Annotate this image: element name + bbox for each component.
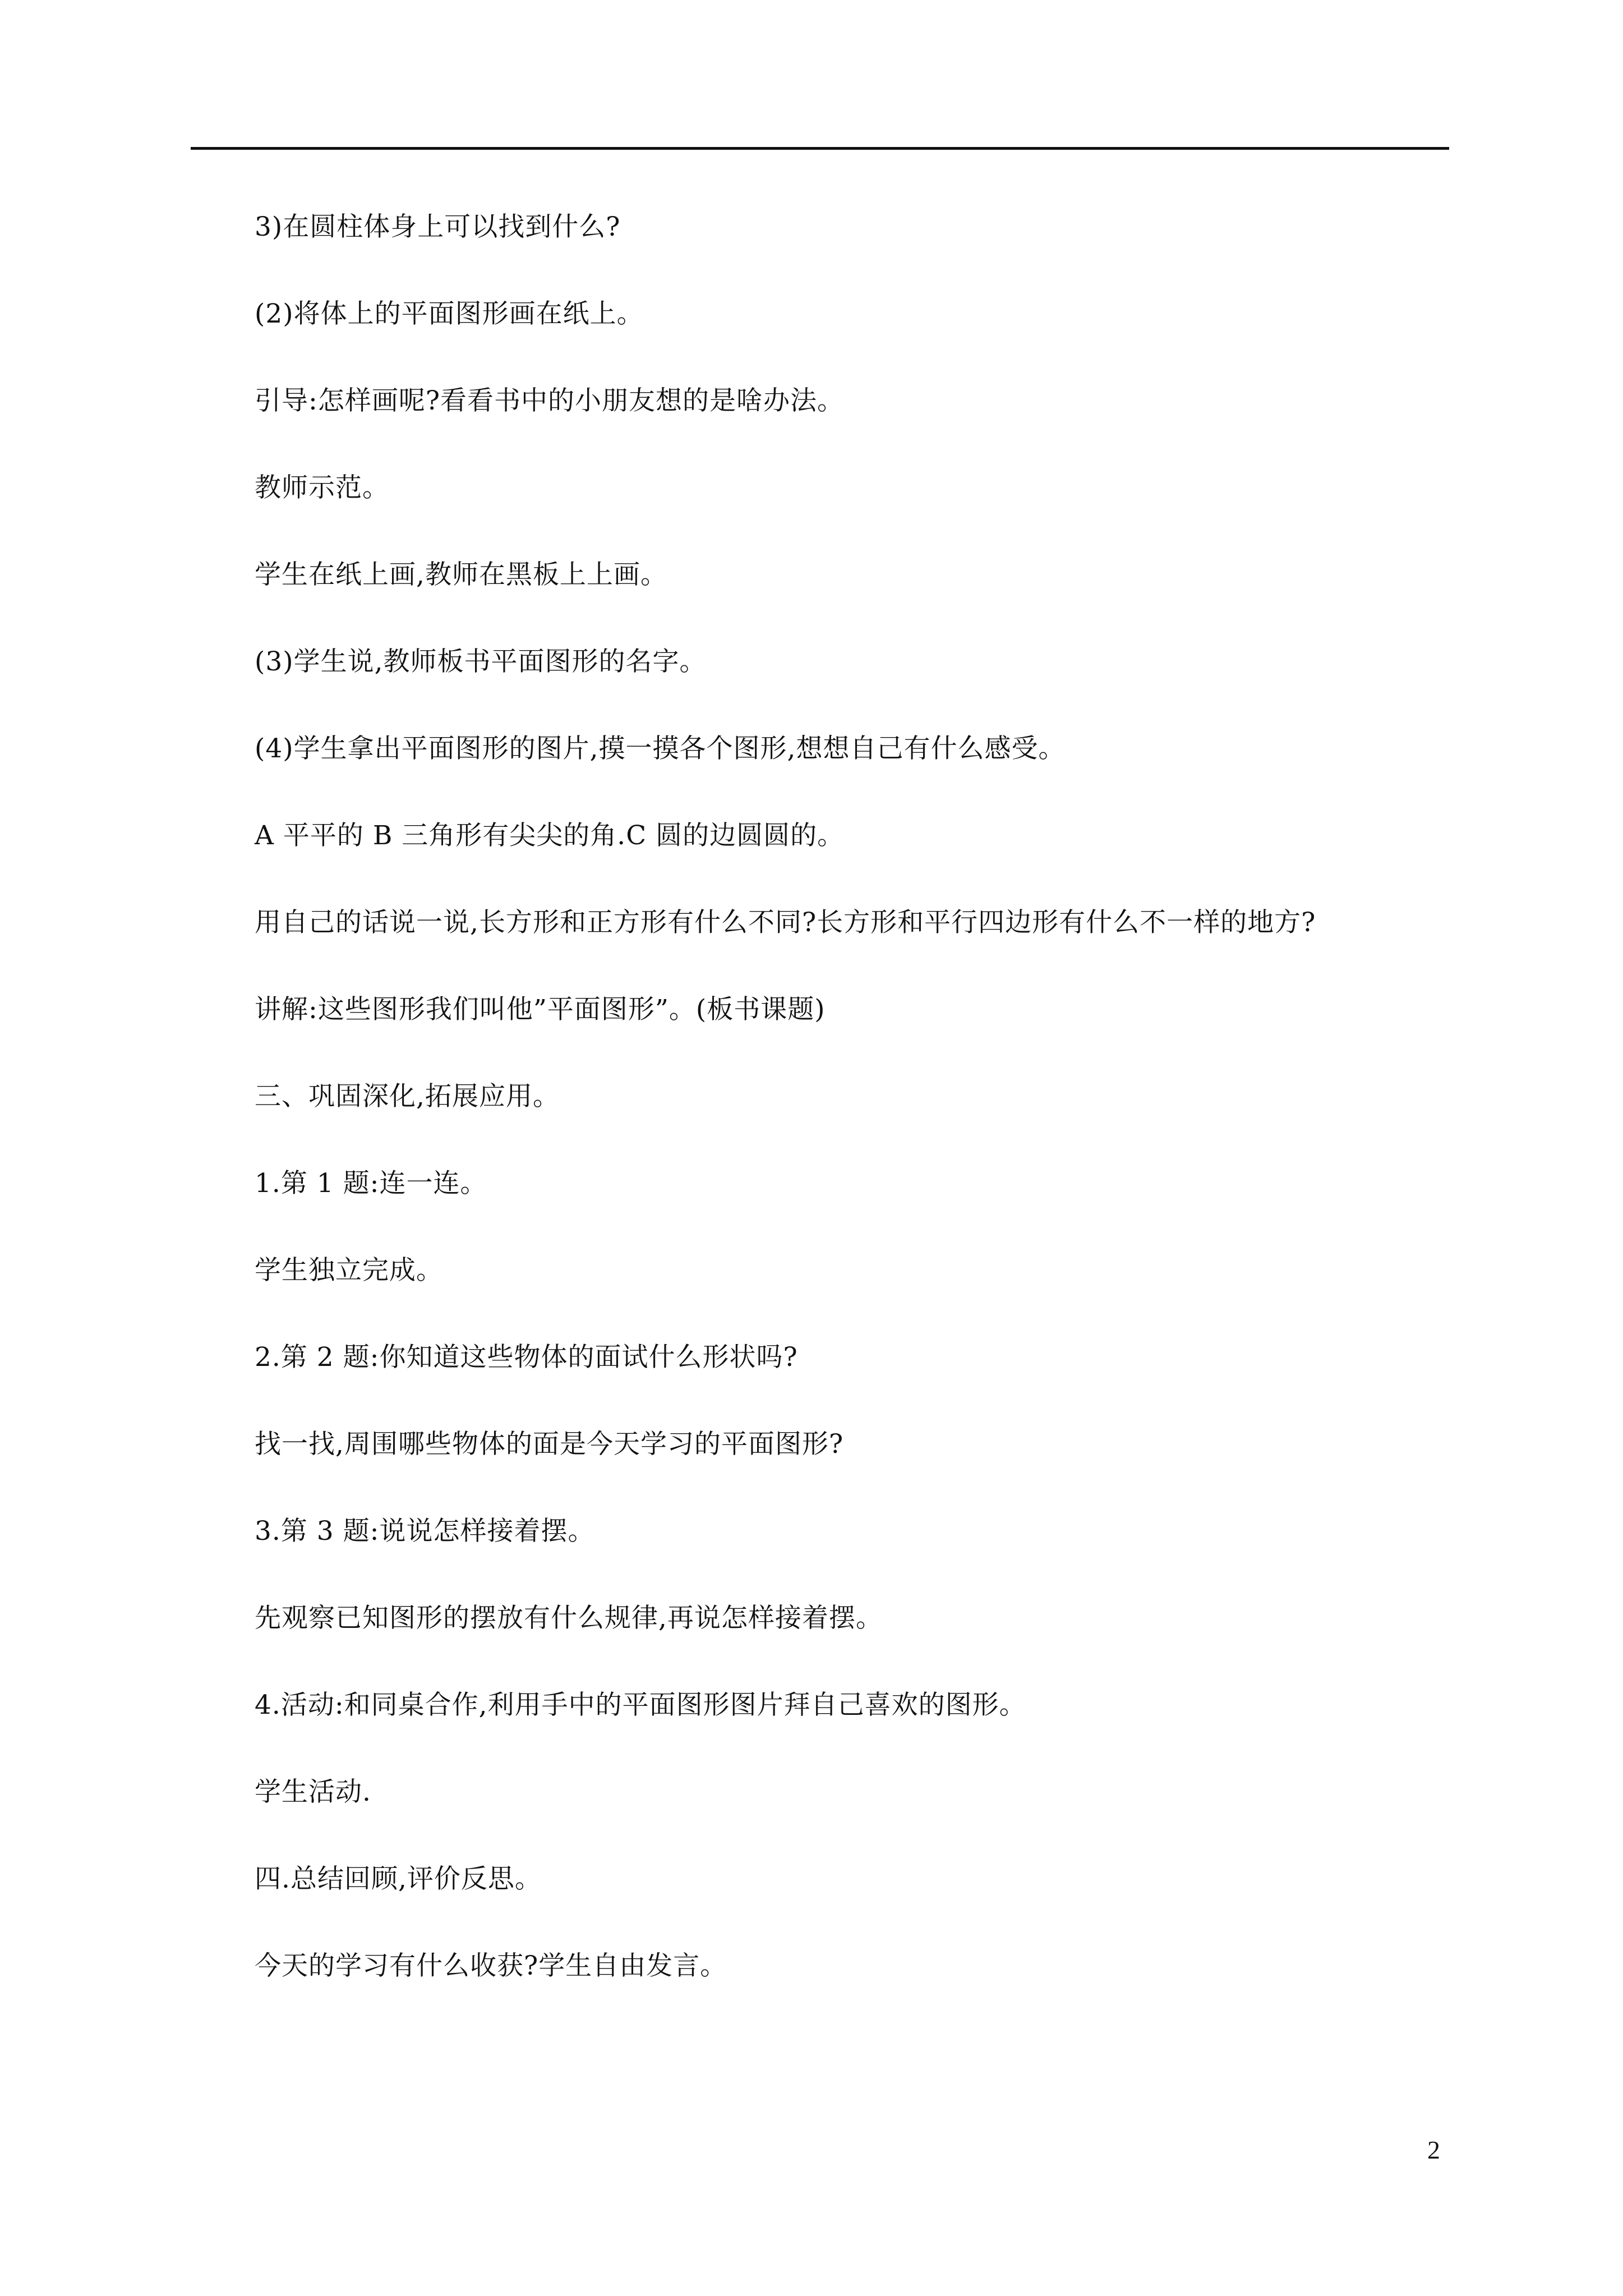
paragraph-line: 3)在圆柱体身上可以找到什么? <box>255 211 621 242</box>
paragraph-line: (3)学生说,教师板书平面图形的名字。 <box>255 646 707 677</box>
paragraph-line: 1.第 1 题:连一连。 <box>255 1168 487 1199</box>
paragraph-line: 学生活动. <box>255 1777 371 1807</box>
paragraph-line: (2)将体上的平面图形画在纸上。 <box>255 298 644 329</box>
paragraph-line: 找一找,周围哪些物体的面是今天学习的平面图形? <box>255 1429 844 1460</box>
paragraph-line: 引导:怎样画呢?看看书中的小朋友想的是啥办法。 <box>255 385 845 416</box>
paragraph-line: 3.第 3 题:说说怎样接着摆。 <box>255 1516 595 1547</box>
paragraph-line: 4.活动:和同桌合作,利用手中的平面图形图片拜自己喜欢的图形。 <box>255 1690 1026 1720</box>
paragraph-line: 讲解:这些图形我们叫他”平面图形”。(板书课题) <box>255 994 826 1025</box>
paragraph-line: 今天的学习有什么收获?学生自由发言。 <box>255 1950 727 1981</box>
paragraph-line: 先观察已知图形的摆放有什么规律,再说怎样接着摆。 <box>255 1603 883 1634</box>
paragraph-line: 教师示范。 <box>255 472 389 503</box>
page-number: 2 <box>1427 2136 1440 2164</box>
paragraph-line: (4)学生拿出平面图形的图片,摸一摸各个图形,想想自己有什么感受。 <box>255 733 1066 764</box>
paragraph-line: 2.第 2 题:你知道这些物体的面试什么形状吗? <box>255 1342 798 1373</box>
paragraph-line: 用自己的话说一说,长方形和正方形有什么不同?长方形和平行四边形有什么不一样的地方? <box>255 907 1316 938</box>
paragraph-line: A 平平的 B 三角形有尖尖的角.C 圆的边圆圆的。 <box>255 820 845 851</box>
section-heading: 三、巩固深化,拓展应用。 <box>255 1081 560 1112</box>
section-heading: 四.总结回顾,评价反思。 <box>255 1864 542 1894</box>
paragraph-line: 学生独立完成。 <box>255 1255 443 1286</box>
document-body <box>255 210 1455 2036</box>
header-rule <box>191 147 1449 150</box>
paragraph-line: 学生在纸上画,教师在黑板上上画。 <box>255 559 667 590</box>
